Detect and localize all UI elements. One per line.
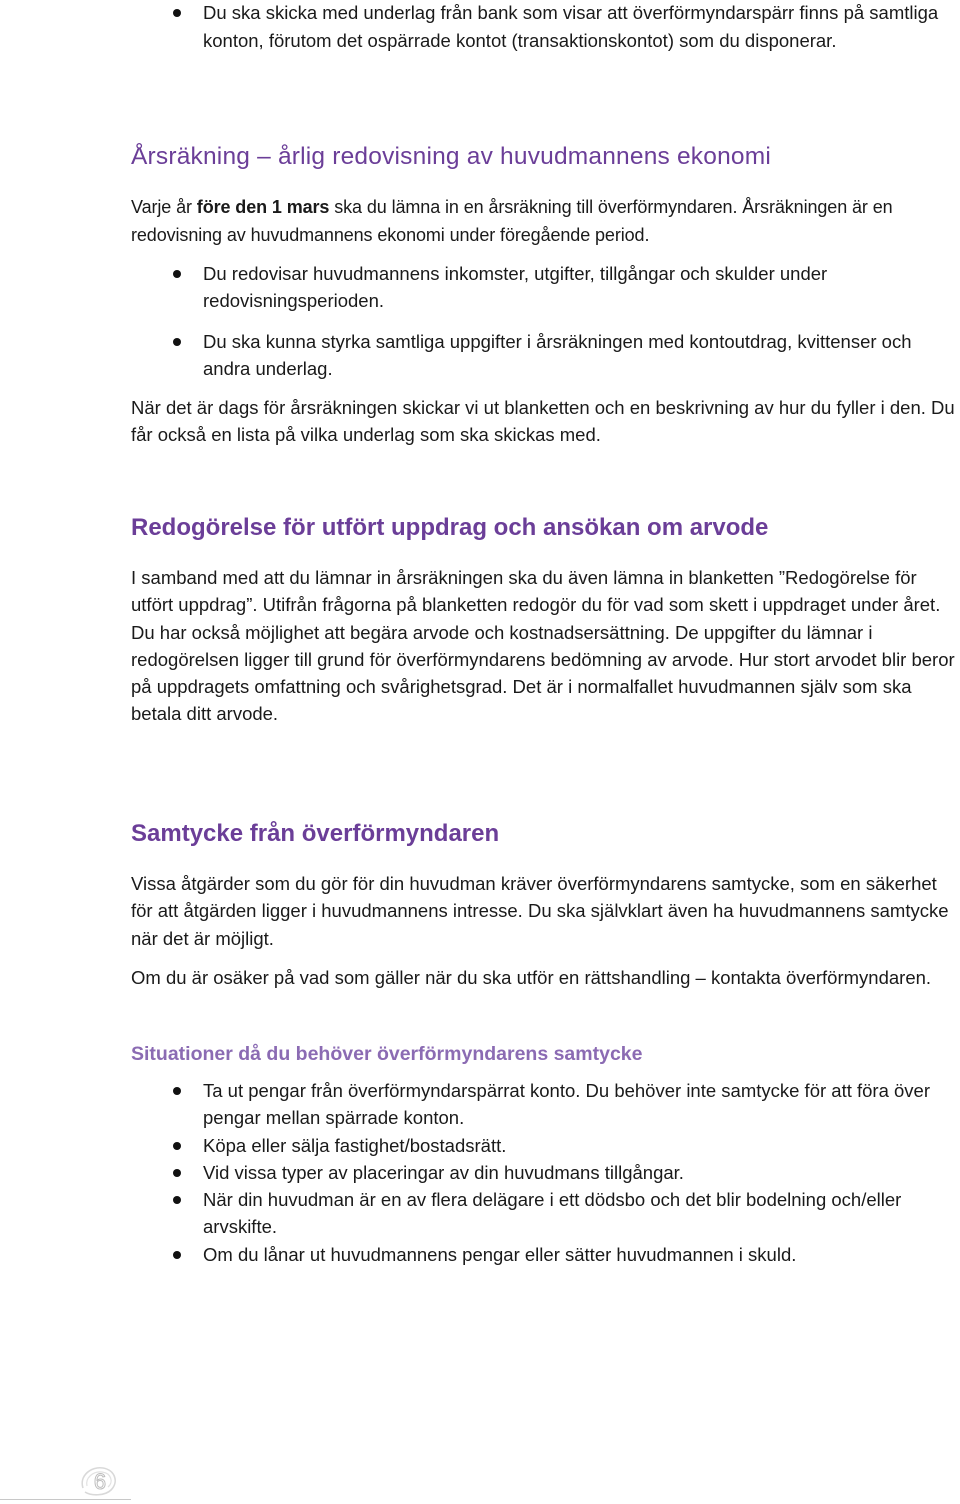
bullet-icon <box>173 1169 181 1177</box>
subheading-situationer: Situationer då du behöver överförmyndarens samtycke <box>131 1043 643 1065</box>
bullet-icon <box>173 338 181 346</box>
list-item: Du ska skicka med underlag från bank som visar att överförmyndarspärr finns på samtliga konton, förutom det ospärrade kontot (transaktionskontot) som du disponerar. <box>0 0 958 54</box>
top-bullet-list <box>0 0 958 54</box>
redogorelse-body: I samband med att du lämnar in årsräkningen ska du även lämna in blanketten ”Redogörelse för utfört uppdrag”. Utifrån frågorna på blanketten redogör du för vad som skett i uppdraget under året. Du har också möjlighet att begära arvode och kostnadsersättning. De uppgifter du lämnar i redogörelsen ligger till grund för överförmyndarens bedömning av arvode. Hur stort arvodet blir beror på uppdragets omfattning och svårighetsgrad. Det är i normalfallet huvudmannen själv som ska betala ditt arvode. <box>131 567 955 725</box>
page-number: 6 <box>93 1469 107 1494</box>
footer-rule <box>0 1499 131 1500</box>
arsrakning-bullet-list <box>0 260 958 382</box>
section-heading-samtycke: Samtycke från överförmyndaren <box>131 820 500 847</box>
list-item: Du redovisar huvudmannens inkomster, utgifter, tillgångar och skulder under redovisningsperioden. <box>0 260 958 315</box>
samtycke-paragraph-2: Om du är osäker på vad som gäller när du ska utför en rättshandling – kontakta överförmyndaren. <box>131 967 932 988</box>
situationer-bullet-list <box>0 1077 958 1268</box>
section-heading-arsrakning: Årsräkning – årlig redovisning av huvudmannens ekonomi <box>131 143 771 170</box>
arsrakning-intro: Varje år före den 1 mars ska du lämna in en årsräkning till överförmyndaren. Årsräkningen är en redovisning av huvudmannens ekonomi under föregående period. <box>131 197 893 245</box>
list-item: Du ska kunna styrka samtliga uppgifter i årsräkningen med kontoutdrag, kvittenser och andra underlag. <box>0 328 958 383</box>
bullet-icon <box>173 1251 181 1259</box>
page-number-badge-icon <box>77 1462 121 1498</box>
list-item: Ta ut pengar från överförmyndarspärrat konto. Du behöver inte samtycke för att föra över pengar mellan spärrade konton. <box>0 1077 958 1132</box>
list-item: Om du lånar ut huvudmannens pengar eller sätter huvudmannen i skuld. <box>0 1241 958 1268</box>
section-heading-redogorelse: Redogörelse för utfört uppdrag och ansökan om arvode <box>131 514 769 541</box>
list-item: Vid vissa typer av placeringar av din huvudmans tillgångar. <box>0 1159 958 1186</box>
bullet-icon <box>173 1087 181 1095</box>
bullet-icon <box>173 9 181 17</box>
bullet-icon <box>173 270 181 278</box>
bullet-icon <box>173 1196 181 1204</box>
bullet-icon <box>173 1142 181 1150</box>
list-item: Köpa eller sälja fastighet/bostadsrätt. <box>0 1132 958 1159</box>
arsrakning-closing: När det är dags för årsräkningen skickar vi ut blanketten och en beskrivning av hur du fyller i den. Du får också en lista på vilka underlag som ska skickas med. <box>131 397 955 446</box>
samtycke-paragraph-1: Vissa åtgärder som du gör för din huvudman kräver överförmyndarens samtycke, som en säkerhet för att åtgärden ligger i huvudmannens intresse. Du ska självklart även ha huvudmannens samtycke när det är möjligt. <box>131 873 949 949</box>
list-item: När din huvudman är en av flera delägare i ett dödsbo och det blir bodelning och/eller arvskifte. <box>0 1186 958 1241</box>
